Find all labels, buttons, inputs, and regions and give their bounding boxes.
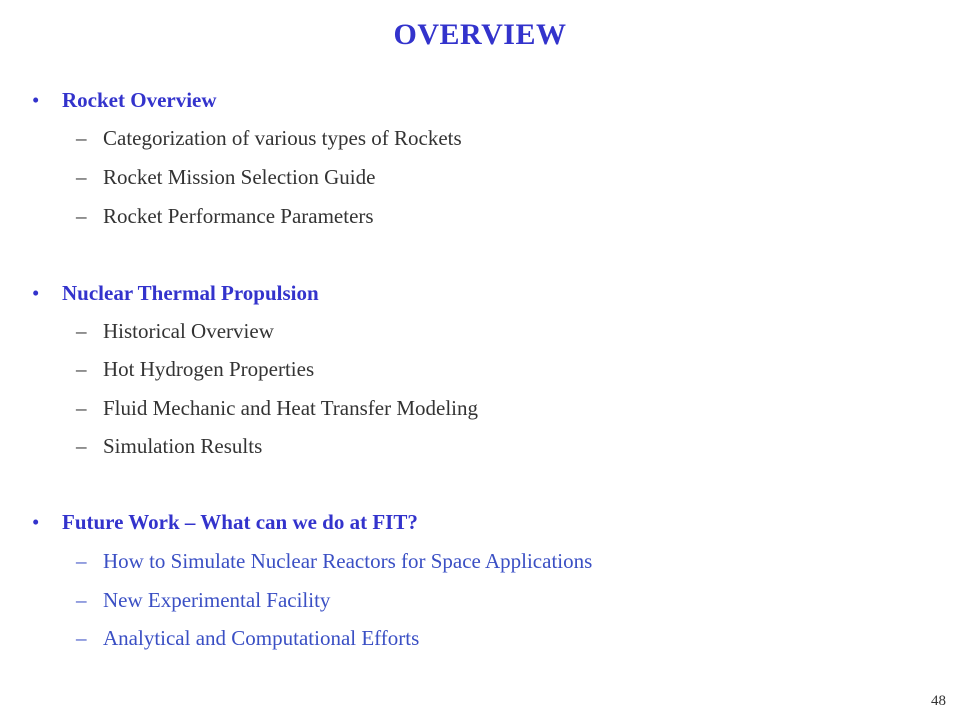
dash-icon: – (76, 396, 87, 420)
list-item-label: How to Simulate Nuclear Reactors for Space Applications (103, 549, 593, 573)
page-number: 48 (931, 693, 946, 709)
list-item-label: Rocket Mission Selection Guide (103, 165, 376, 189)
list-item-label: New Experimental Facility (103, 588, 331, 612)
dash-icon: – (76, 165, 87, 189)
dash-icon: – (76, 319, 87, 343)
list-item-label: Categorization of various types of Rockets (103, 126, 462, 150)
list-item-label: Historical Overview (103, 319, 274, 343)
dash-icon: – (76, 549, 87, 573)
dash-icon: – (76, 626, 87, 650)
page-title: OVERVIEW (393, 18, 567, 51)
section-heading: Future Work – What can we do at FIT? (62, 510, 418, 534)
dash-icon: – (76, 588, 87, 612)
dash-icon: – (76, 204, 87, 228)
bullet-icon: • (32, 88, 40, 112)
bullet-icon: • (32, 510, 40, 534)
list-item-label: Analytical and Computational Efforts (103, 626, 420, 650)
dash-icon: – (76, 126, 87, 150)
list-item-label: Hot Hydrogen Properties (103, 357, 315, 381)
section-heading: Nuclear Thermal Propulsion (62, 281, 319, 305)
section-heading: Rocket Overview (62, 88, 217, 112)
list-item-label: Rocket Performance Parameters (103, 204, 374, 228)
dash-icon: – (76, 434, 87, 458)
bullet-icon: • (32, 281, 40, 305)
dash-icon: – (76, 357, 87, 381)
list-item-label: Fluid Mechanic and Heat Transfer Modeling (103, 396, 479, 420)
list-item-label: Simulation Results (103, 434, 263, 458)
